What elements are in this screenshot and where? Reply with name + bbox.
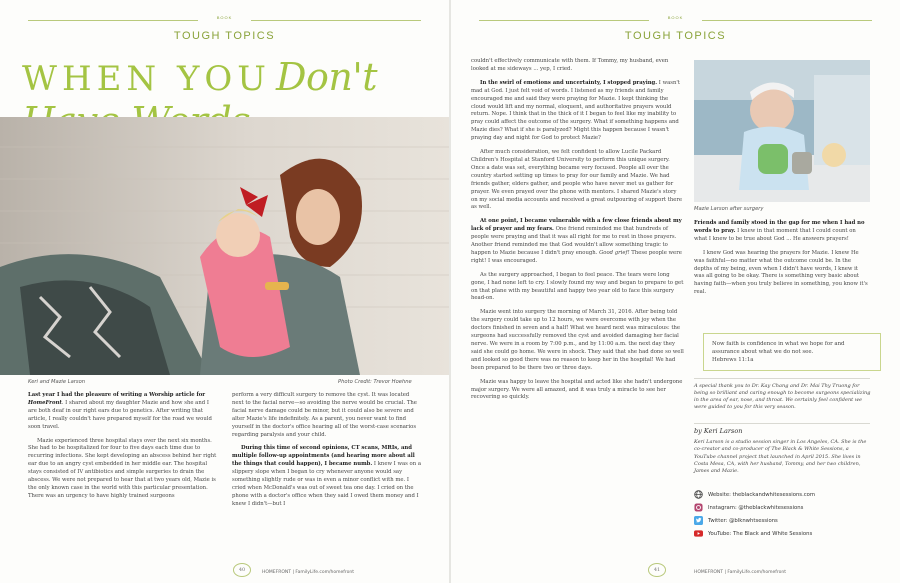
col4-paragraph-2: I knew God was hearing the prayers for Mazie. I knew He was faithful—no matter what the outcome could be. In the depths of my being, even when I didn't have words, I knew it was all going to be okay. There is something very basic about having faith—when you truly believe in something, you know it's real. — [694, 249, 868, 296]
col1-lead-rest: . I shared about my daughter Mazie and how she and I are both deaf in our right ears due to genetics. After writing that article, I really couldn't have prepared myself for the road we would soon travel. — [28, 399, 212, 430]
main-photo-caption: Keri and Mazie Larson — [28, 379, 86, 385]
side-photo-illustration — [694, 60, 870, 202]
social-youtube-label: YouTube: The Black and White Sessions — [708, 530, 813, 537]
side-photo — [694, 60, 870, 202]
col3-paragraph-7: Mazie was happy to leave the hospital and acted like she hadn't undergone major surgery. We were all amazed, and it was truly a miracle to see her recovering so quickly. — [471, 378, 683, 401]
col3-paragraph-4 — [471, 218, 684, 265]
col1-lead-bold: Last year I had the pleasure of writing a Worship article for — [28, 392, 206, 398]
globe-icon — [694, 490, 703, 499]
author-byline: by Keri Larson — [694, 427, 743, 435]
main-photo — [0, 117, 449, 375]
quote-reference: Hebrews 11:1a — [712, 357, 754, 363]
col3-paragraph-5: As the surgery approached, I began to feel peace. The tears were long gone, I had none left to cry. I slowly found my way and began to prepare to get on that plane with my beautiful and happy two year old to face this surgery head-on. — [471, 271, 684, 302]
folio-right: HOMEFRONT | FamilyLife.com/homefront — [694, 570, 787, 575]
header-rule-right — [251, 20, 421, 21]
instagram-icon — [694, 503, 703, 512]
column-2 — [232, 392, 422, 515]
page-number-left: 40 — [233, 563, 251, 577]
main-photo-illustration — [0, 117, 449, 375]
right-page — [451, 0, 900, 583]
social-youtube[interactable] — [694, 527, 872, 540]
bio-text: Keri Larson is a studio session singer in Los Angeles, CA. She is the co-creator and co-producer of The Black & White Sessions, a YouTube channel project that launched in April 2015. She lives in Costa Mesa, CA, with her husband, Tommy, and her two children, James and Mazie. — [694, 439, 867, 475]
page-number-right: 41 — [648, 563, 666, 577]
section-title-right: TOUGH TOPICS — [624, 30, 727, 42]
col3-bold-1: In the swirl of emotions and uncertainty, I stopped praying. — [480, 79, 658, 86]
col3-end: These people were right! I was encouraged. — [471, 249, 682, 264]
thanks-note: A special thank you to Dr. Kay Chang and Dr. Mai Thy Truong for being so brilliant and caring enough to become surgeons specializing in the area of ear, nose, and throat. We certainly feel confident we were guided to you for this very season. — [694, 383, 871, 410]
section-label-right: BOOK — [667, 15, 684, 20]
header-rule-left-2 — [479, 20, 649, 21]
col4-rest: I knew in that moment that I could count on what I knew to be true about God ... He answers prayers! — [694, 227, 856, 242]
quote-text: Now faith is confidence in what we hope for and assurance about what we do not see. — [712, 341, 845, 355]
column-3 — [471, 58, 684, 408]
col3-paragraph-2 — [471, 80, 684, 143]
col3-paragraph-1: couldn't effectively communicate with them. If Tommy, my husband, even looked at me sideways ... yep, I cried. — [471, 58, 669, 72]
col4-bold: Friends and family stood in the gap for me when I had no words to pray. — [694, 220, 865, 234]
col1-lead-italic: HomeFront — [28, 399, 62, 406]
col2-rest: I knew I was on a slippery slope when I began to cry whenever anyone would say something slightly rude or was in even a minor conflict with me. I cried when McDonald's was out of sweet tea one day. I cried on the phone with a doctor's office when they said I owed them money and I knew I didn't—but I — [232, 461, 421, 507]
col4-paragraph-1 — [694, 220, 870, 244]
scripture-quote — [703, 333, 881, 371]
col3-paragraph-6: Mazie went into surgery the morning of March 31, 2016. After being told the surgery could take up to 12 hours, we were overcome with joy when the doctors finished in seven and a half! What we heard next was miraculous: the surgeons had successfully removed the cyst and avoided damaging her facial nerve. We were in a room by 7:00 p.m., and by 11:00 a.m. the next day they said she could go home. We were in shock. They said that she had done so well and looked so good there was no reason to keep her in the hospital! We had been prepared to be there two or three days. — [471, 309, 684, 371]
col3-paragraph-3: After much consideration, we felt confident to allow Lucile Packard Children's Hospital at Stanford University to perform this unique surgery. Once a date was set, everything became very focused. People all over the country started setting up times to pray for our family and Mazie. We had friends gather, elders gather, and people who have never met us gather for prayer. We even prayed over the phone with mentors. I shared Mazie's story on my social media accounts and received a great outpouring of support there as well. — [471, 149, 683, 211]
section-label: BOOK — [216, 15, 233, 20]
social-twitter[interactable] — [694, 514, 872, 527]
column-4 — [694, 220, 870, 303]
left-page — [0, 0, 449, 583]
headline-script: Don't — [276, 55, 378, 99]
social-links — [694, 488, 872, 540]
col3-rest-1: I wasn't mad at God. I just felt void of words. I listened as my friends and family encouraged me and said they were praying for Mazie. I kept thinking the cloud would lift and my normal, eloquent, and authoritative prayers would return. Nope. I think that in the thick of it I began to feel like my inability to pray could affect the outcome of the surgery. What if something happens and Mazie dies? What if she is paralyzed? Might this happen because I wasn't praying day and night for God to protect Mazie? — [471, 79, 680, 142]
photo-credit: Photo Credit: Trevor Hoehne — [338, 379, 412, 385]
col2-bold-lead: During this time of second opinions, CT scans, MRIs, and multiple follow-up appointments (and hearing more about all the things that could happen), I became numb. — [232, 445, 415, 468]
col2-paragraph-1: perform a very difficult surgery to remove the cyst. It was located next to the facial nerve—so avoiding the nerve would be crucial. The facial nerve damage could be minor, but it could also be severe and alter Mazie's life indefinitely. As a parent, you never want to find yourself in the doctor's office hearing all of the worst-case scenarios regarding paralysis and your child. — [232, 392, 417, 438]
social-twitter-label: Twitter: @blknwhtsessions — [708, 517, 778, 524]
headline-caps: WHEN YOU — [22, 59, 271, 99]
social-website-label: Website: theblackandwhitesessions.com — [708, 491, 816, 498]
col3-bold-2: At one point, I became vulnerable with a few close friends about my lack of prayer and my fears. — [471, 218, 682, 233]
header-rule-right-2 — [702, 20, 872, 21]
section-title: TOUGH TOPICS — [173, 30, 276, 42]
column-1 — [28, 392, 218, 507]
col1-paragraph-2: Mazie experienced three hospital stays over the next six months. She had to be hospitalized for four to five days each time due to recurring infections. She kept developing an abscess behind her right ear due to an angry cyst embedded in her middle ear. The hospital stays consisted of IV antibiotics and simple surgeries to drain the abscess. We were not prepared to hear that at two years old, Mazie is the only known case in the world with this particular presentation. There was an urgency to have highly trained surgeons — [28, 437, 217, 499]
col3-rest-2: One friend reminded me that hundreds of people were praying and that it was all right for me to rest in those prayers. Another friend reminded me that God wouldn't allow something tragic to happen to Mazie because I didn't pray enough. — [471, 226, 677, 256]
side-photo-caption: Mazie Larson after surgery — [694, 206, 764, 212]
social-instagram-label: Instagram: @theblackwhitesessions — [708, 504, 804, 511]
youtube-icon — [694, 529, 703, 538]
col2-paragraph-2 — [232, 445, 422, 508]
folio-left: HOMEFRONT | FamilyLife.com/homefront — [262, 570, 355, 575]
social-website[interactable] — [694, 488, 872, 501]
author-bio — [694, 428, 872, 475]
twitter-icon — [694, 516, 703, 525]
divider-2 — [694, 423, 870, 424]
col3-italic: Good grief! — [597, 249, 630, 256]
col1-paragraph-1 — [28, 392, 218, 432]
divider-1 — [694, 378, 870, 379]
header-rule-left — [28, 20, 198, 21]
social-instagram[interactable] — [694, 501, 872, 514]
